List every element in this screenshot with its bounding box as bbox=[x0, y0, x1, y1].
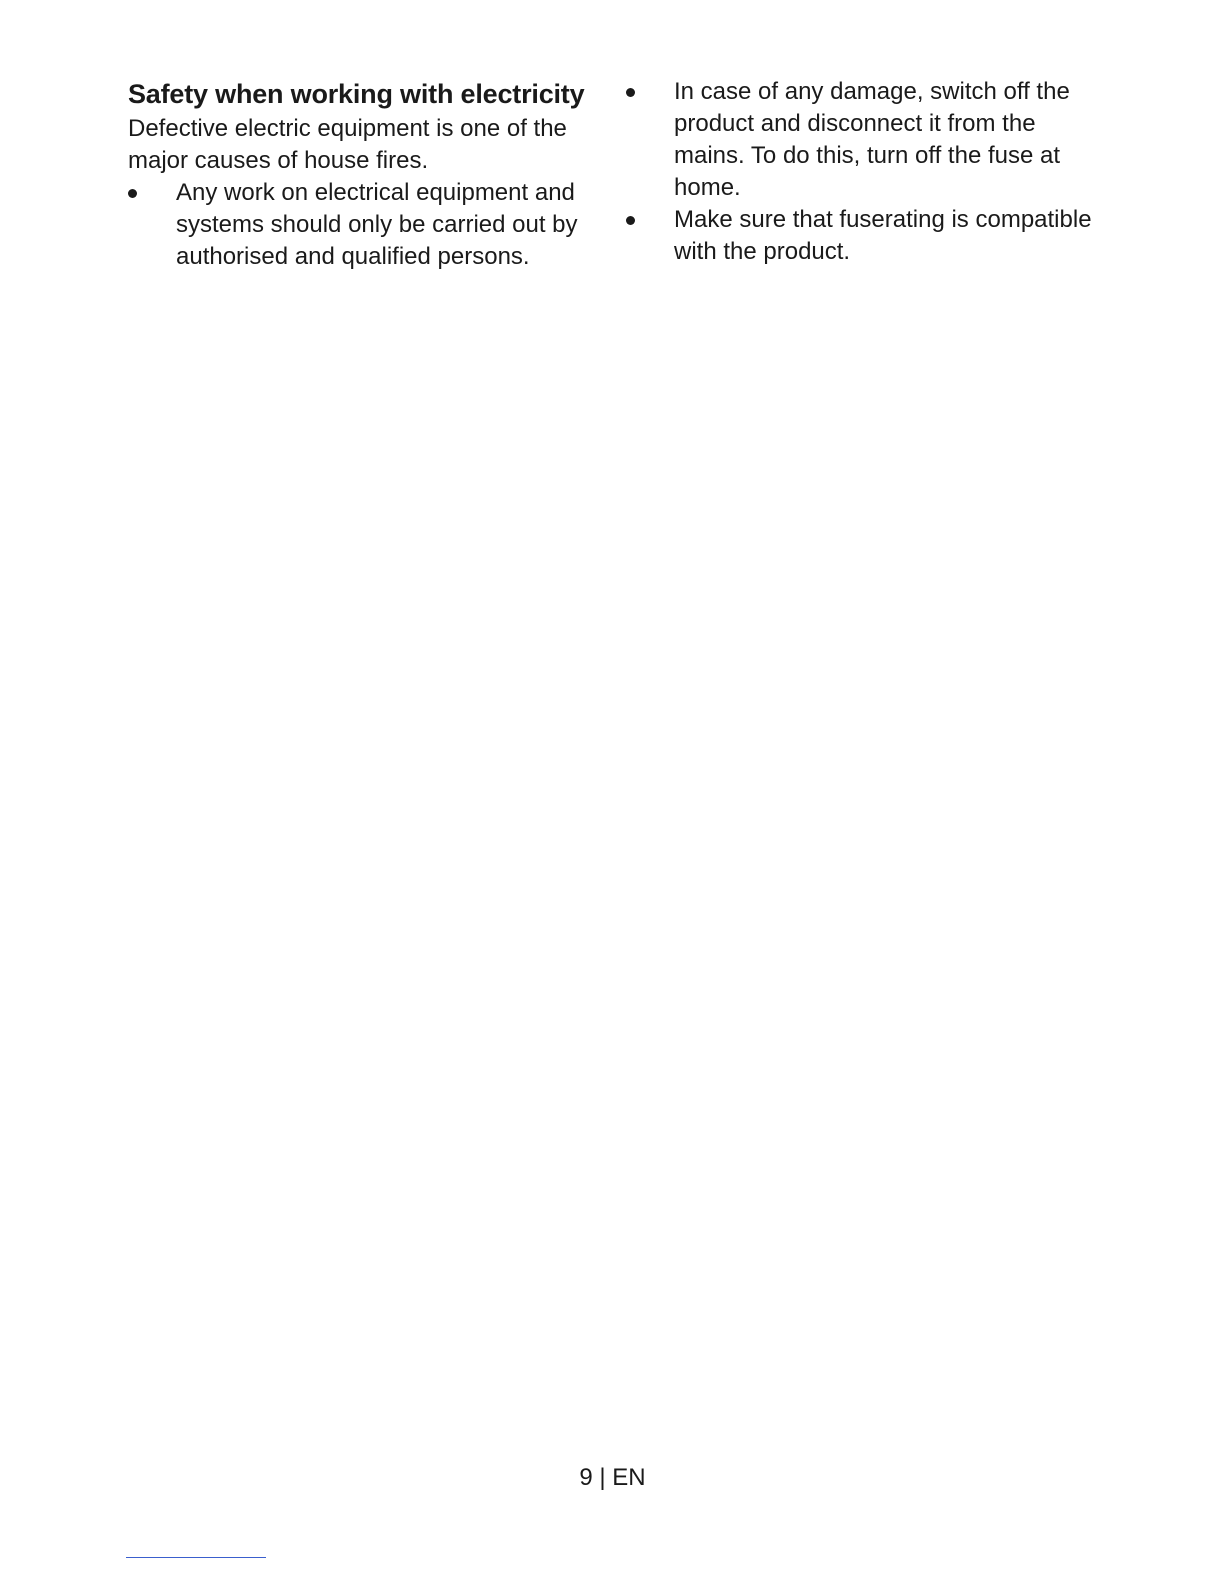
page-number: 9 | EN bbox=[579, 1464, 646, 1491]
list-item bbox=[128, 177, 588, 273]
list-item bbox=[626, 76, 1096, 204]
bullet-icon bbox=[128, 189, 137, 198]
footer-divider bbox=[126, 1557, 266, 1558]
left-column bbox=[128, 76, 588, 273]
list-item bbox=[626, 204, 1096, 268]
left-bullet-list bbox=[128, 177, 588, 273]
right-column bbox=[626, 76, 1096, 268]
section-heading: Safety when working with electricity bbox=[128, 79, 585, 109]
bullet-icon bbox=[626, 216, 635, 225]
list-item-text: Make sure that fuserating is compatible with the product. bbox=[674, 206, 1092, 265]
list-item-text: Any work on electrical equipment and systems should only be carried out by authorised and qualified persons. bbox=[176, 179, 578, 270]
bullet-icon bbox=[626, 88, 635, 97]
list-item-text: In case of any damage, switch off the product and disconnect it from the mains. To do this, turn off the fuse at home. bbox=[674, 78, 1070, 201]
intro-paragraph: Defective electric equipment is one of the major causes of house fires. bbox=[128, 115, 567, 174]
right-bullet-list bbox=[626, 76, 1096, 268]
